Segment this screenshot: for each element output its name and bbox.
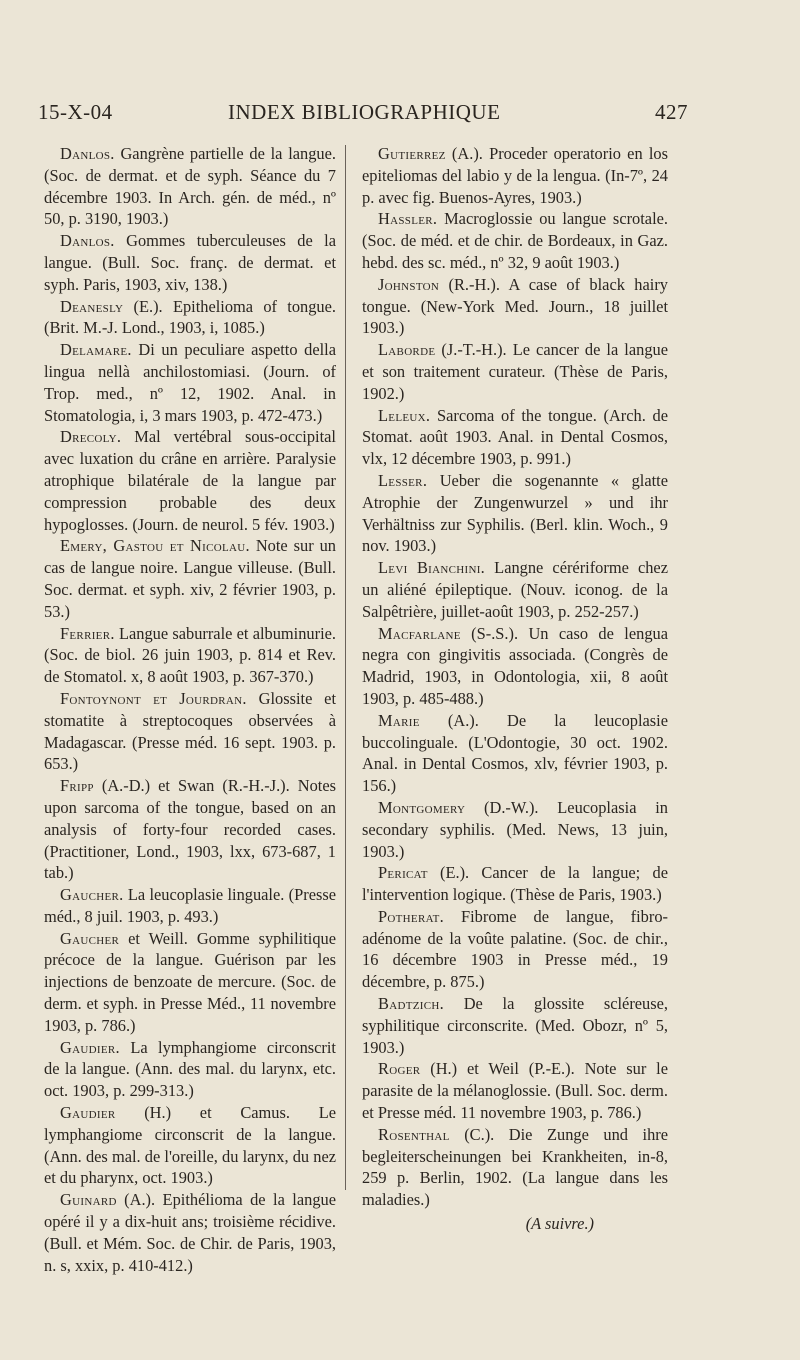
entry-author: Gaudier. [60, 1037, 120, 1057]
entry-text: (E.). Cancer de la langue; de l'intervention logique. (Thèse de Paris, 1903.) [362, 863, 668, 905]
bibliography-entry [362, 993, 668, 1058]
entry-text: (A.). Epithélioma de la langue opéré il y a dix-huit ans; troisième récidive. (Bull. et Mém. Soc. de Chir. de Paris, 1903, n. s, xxix, p. 410-412.) [44, 1190, 336, 1275]
entry-text: (H.) et Camus. Le lymphangiome circonscrit de la langue. (Ann. des mal. de l'oreille, du larynx, du nez et du pharynx, oct. 1903.) [44, 1103, 336, 1188]
bibliography-entry [362, 862, 668, 906]
entry-text: (A.). De la leucoplasie buccolinguale. (L'Odontogie, 30 oct. 1902. Anal. in Dental Cosmos, xlv, février 1903, p. 156.) [362, 710, 668, 796]
entry-author: Gaucher. [60, 885, 124, 905]
entry-text: La leucoplasie linguale. (Presse méd., 8 juil. 1903, p. 493.) [44, 885, 336, 926]
bibliography-entry [44, 426, 336, 535]
bibliography-entry [44, 884, 336, 928]
bibliography-entry [362, 405, 668, 470]
bibliography-entry [44, 623, 336, 688]
entry-author: Lesser. [378, 470, 428, 490]
entry-text: (A.-D.) et Swan (R.-H.-J.). Notes upon sarcoma of the tongue, based on an analysis of forty-four recorded cases. (Practitioner, Lond., 1903, lxx, 673-687, 1 tab.) [44, 776, 336, 883]
entry-text: Gommes tuberculeuses de la langue. (Bull. Soc. franç. de dermat. et syph. Paris, 1903, xiv, 138.) [44, 231, 336, 294]
bibliography-entry [44, 775, 336, 884]
entry-text: Note sur un cas de langue noire. Langue villeuse. (Bull. Soc. dermat. et syph. xiv, 2 février 1903, p. 53.) [44, 536, 337, 621]
entry-author: Guinard [60, 1190, 117, 1210]
bibliography-entry [362, 557, 668, 622]
entry-author: Potherat. [378, 906, 445, 926]
bibliography-entry [44, 1102, 336, 1189]
entry-text: Gangrène partielle de la langue. (Soc. de dermat. et de syph. Séance du 7 décembre 1903. In Arch. gén. de méd., nº 50, p. 3190, 1903.) [44, 144, 336, 229]
bibliography-entry [362, 274, 668, 339]
entry-author: Drecoly. [60, 427, 122, 447]
right-column [362, 143, 668, 1251]
entry-text: Ueber die sogenannte « glatte Atrophie der Zungenwurzel » und ihr Verhältniss zur Syphilis. (Berl. klin. Woch., 9 nov. 1903.) [362, 470, 668, 556]
bibliography-entry [362, 1124, 668, 1211]
entry-author: Delamare. [60, 340, 132, 360]
entry-author: Gaudier [60, 1103, 116, 1123]
bibliography-entry [362, 208, 668, 273]
header-date: 15-X-04 [38, 100, 113, 124]
entry-text: (J.-T.-H.). Le cancer de la langue et son traitement curateur. (Thèse de Paris, 1902.) [362, 340, 668, 403]
bibliography-entry [362, 797, 668, 862]
entry-text: La lymphangiome circonscrit de la langue. (Ann. des mal. du larynx, etc. oct. 1903, p. 299-313.) [44, 1037, 336, 1101]
entry-author: Fripp [60, 776, 94, 796]
bibliography-entry [362, 1058, 668, 1123]
bibliography-entry [44, 535, 336, 622]
entry-author: Gutierrez [378, 144, 446, 163]
bibliography-entry [44, 339, 336, 426]
entry-author: Roger [378, 1059, 421, 1079]
column-divider [345, 145, 346, 1190]
continuation-note: (A suivre.) [525, 1214, 594, 1234]
entry-author: Ferrier. [60, 623, 115, 643]
entry-author: Montgomery [378, 797, 466, 817]
entry-text: Glossite et stomatite à streptocoques observées à Madagascar. (Presse méd. 16 sept. 1903. p. 653.) [44, 688, 336, 774]
bibliography-entry [44, 1189, 336, 1276]
bibliography-entry [44, 928, 336, 1037]
entry-author: Johnston [378, 274, 440, 294]
bibliography-entry [362, 906, 668, 993]
entry-text: Mal vertébral sous-occipital avec luxation du crâne en arrière. Paralysie atrophique bilatérale de la langue par compression probable des deux hypoglosses. (Journ. de neurol. 5 fév. 1903.) [44, 427, 336, 534]
entry-text: (R.-H.). A case of black hairy tongue. (New-York Med. Journ., 18 juillet 1903.) [362, 274, 668, 338]
entry-author: Fontoynont et Jourdran. [60, 688, 247, 708]
entry-text: (D.-W.). Leucoplasia in secondary syphilis. (Med. News, 13 juin, 1903.) [362, 797, 668, 861]
entry-author: Laborde [378, 340, 436, 360]
entry-text: Fibrome de langue, fibro-adénome de la voûte palatine. (Soc. de chir., 16 décembre 1903 in Presse méd., 19 décembre, p. 875.) [362, 906, 668, 992]
entry-author: Danlos. [60, 231, 115, 251]
entry-author: Levi Bianchini. [378, 558, 486, 578]
entry-text: (C.). Die Zunge und ihre begleiterscheinungen bei Krankheiten, in-8, 259 p. Berlin, 1902. (La langue dans les maladies.) [362, 1124, 668, 1210]
entry-author: Pericat [378, 863, 428, 883]
entry-author: Badtzich. [378, 994, 444, 1014]
running-header [38, 100, 688, 130]
entry-author: Hassler. [378, 209, 438, 229]
entry-text: (H.) et Weil (P.-E.). Note sur le parasite de la mélanoglossie. (Bull. Soc. derm. et Presse méd. 11 novembre 1903, p. 786.) [362, 1059, 668, 1123]
entry-author: Gaucher [60, 928, 120, 948]
entry-author: Leleux. [378, 405, 431, 425]
entry-text: Langne cérériforme chez un aliéné épileptique. (Nouv. iconog. de la Salpêtrière, juillet-août 1903, p. 252-257.) [362, 558, 668, 621]
entry-author: Rosenthal [378, 1124, 450, 1144]
bibliography-entry [44, 296, 336, 340]
left-column [44, 143, 336, 1276]
bibliography-entry [44, 143, 336, 230]
entry-text: Macroglossie ou langue scrotale. (Soc. de méd. et de chir. de Bordeaux, in Gaz. hebd. des sc. méd., nº 32, 9 août 1903.) [362, 209, 668, 272]
entry-text: (S-.S.). Un caso de lengua negra con gingivitis associada. (Congrès de Madrid, 1903, in Odontologia, xii, 8 août 1903, p. 485-488.) [362, 623, 668, 708]
entry-author: Marie [378, 710, 420, 730]
entry-text: De la glossite scléreuse, syphilitique circonscrite. (Med. Obozr, nº 5, 1903.) [362, 994, 668, 1057]
entry-text: Langue saburrale et albuminurie. (Soc. de biol. 26 juin 1903, p. 814 et Rev. de Stomatol. x, 8 août 1903, p. 367-370.) [44, 623, 336, 687]
bibliography-entry [362, 339, 668, 404]
entry-author: Deanesly [60, 296, 124, 316]
bibliography-entry [44, 688, 336, 775]
entry-text: (A.). Proceder operatorio en los epiteliomas del labio y de la lengua. (In-7º, 24 p. avec fig. Buenos-Ayres, 1903.) [362, 144, 668, 207]
bibliography-entry [44, 230, 336, 295]
bibliography-entry [44, 1037, 336, 1102]
entry-author: Macfarlane [378, 623, 461, 643]
bibliography-entry [362, 623, 668, 710]
header-title: INDEX BIBLIOGRAPHIQUE [228, 100, 501, 124]
entry-text: (E.). Epithelioma of tongue. (Brit. M.-J. Lond., 1903, i, 1085.) [44, 296, 336, 338]
entry-text: Sarcoma of the tongue. (Arch. de Stomat. août 1903. Anal. in Dental Cosmos, vlx, 12 décembre 1903, p. 991.) [362, 405, 668, 469]
bibliography-entry [362, 710, 668, 797]
entry-text: Di un peculiare aspetto della lingua nellà anchilostomiasi. (Journ. of Trop. med., nº 12, 1902. Anal. in Stomatologia, i, 3 mars 1903, p. 472-473.) [44, 340, 336, 425]
entry-author: Emery, Gastou et Nicolau. [60, 536, 250, 556]
entry-author: Danlos. [60, 144, 115, 163]
bibliography-entry [362, 143, 668, 208]
bibliography-entry [362, 470, 668, 557]
page-number: 427 [655, 100, 688, 124]
entry-text: et Weill. Gomme syphilitique précoce de la langue. Guérison par les injections de benzoate de mercure. (Soc. de derm. et syph. in Presse Méd., 11 novembre 1903, p. 786.) [44, 928, 336, 1035]
